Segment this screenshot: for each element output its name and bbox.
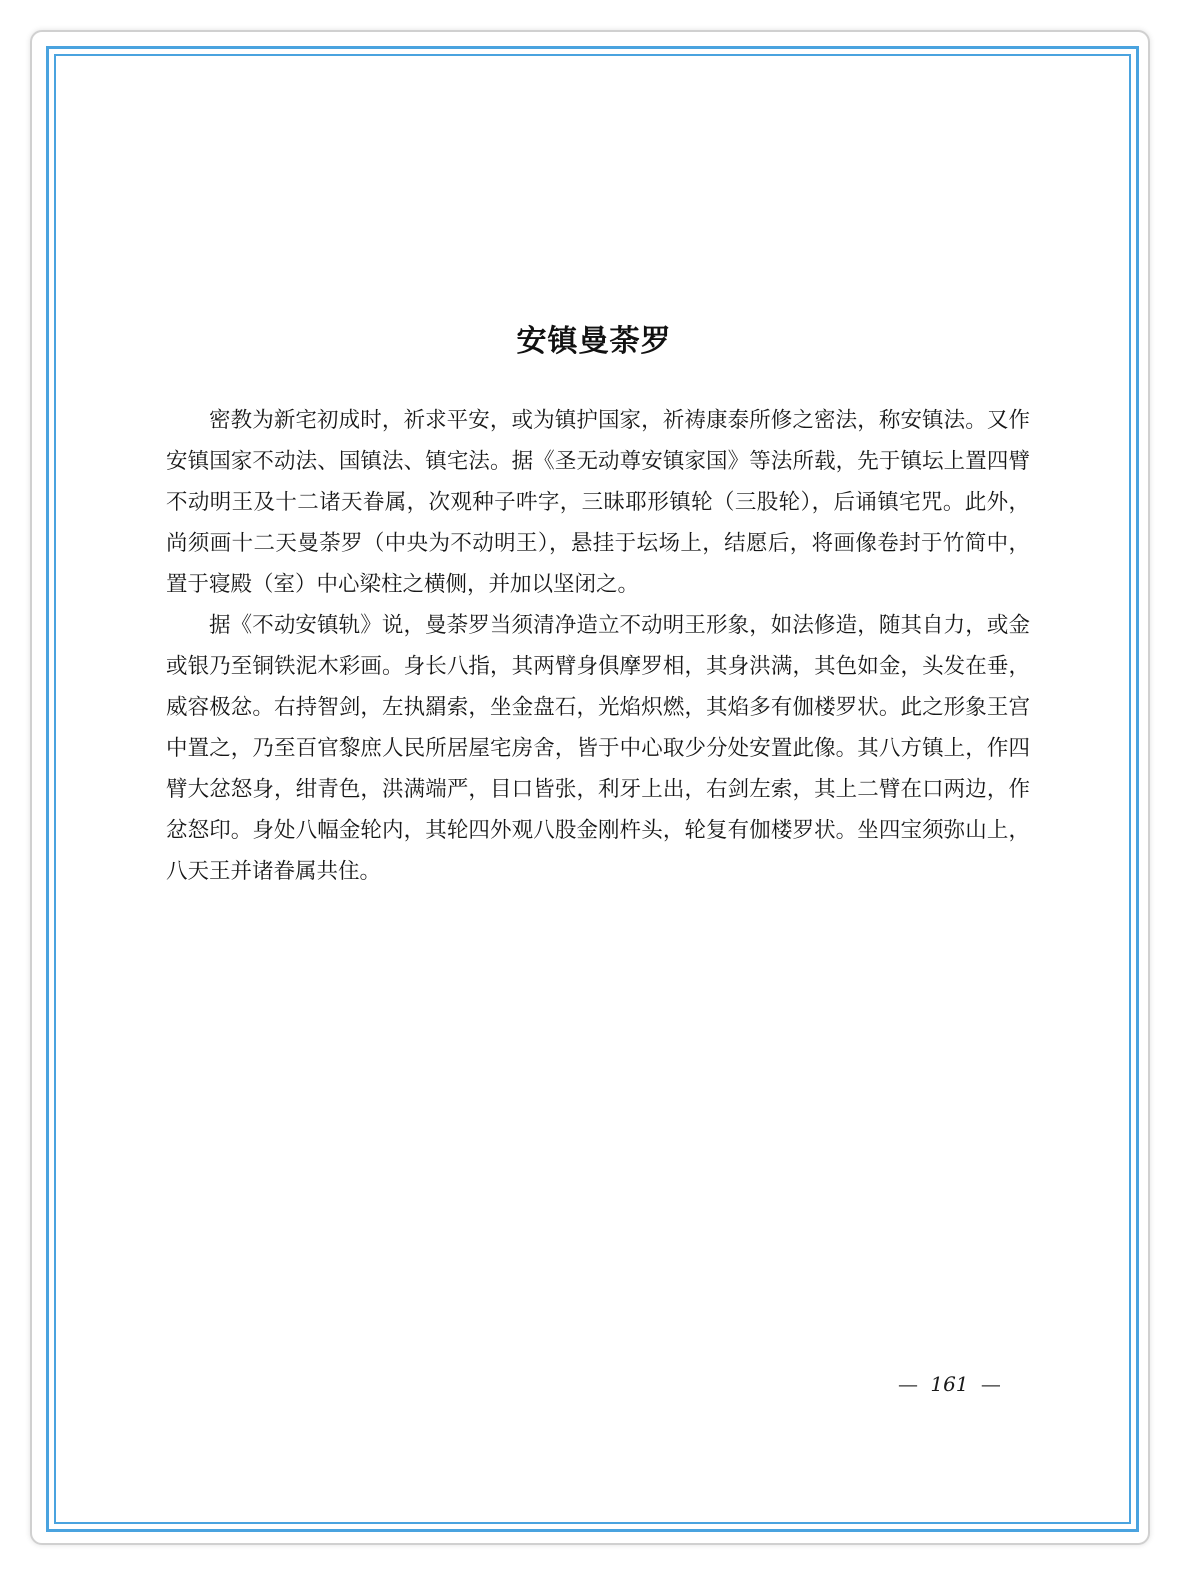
body-text bbox=[166, 400, 1030, 892]
page-title: 安镇曼荼罗 bbox=[516, 324, 672, 359]
page-number bbox=[892, 1372, 1007, 1396]
page-number-dash-left: — bbox=[898, 1372, 918, 1396]
paragraph-2: 据《不动安镇轨》说，曼荼罗当须清净造立不动明王形象，如法修造，随其自力，或金或银乃至铜铁泥木彩画。身长八指，其两臂身俱摩罗相，其身洪满，其色如金，头发在垂，威容极忿。右持智剑，左执羂索，坐金盘石，光焰炽燃，其焰多有伽楼罗状。此之形象王宫中置之，乃至百官黎庶人民所居屋宅房舍，皆于中心取少分处安置此像。其八方镇上，作四臂大忿怒身，绀青色，洪满端严，目口皆张，利牙上出，右剑左索，其上二臂在口两边，作忿怒印。身处八幅金轮内，其轮四外观八股金刚杵头，轮复有伽楼罗状。坐四宝须弥山上，八天王并诸眷属共住。 bbox=[166, 613, 1030, 884]
paragraph-1: 密教为新宅初成时，祈求平安，或为镇护国家，祈祷康泰所修之密法，称安镇法。又作安镇国家不动法、国镇法、镇宅法。据《圣无动尊安镇家国》等法所载，先于镇坛上置四臂不动明王及十二诸天眷属，次观种子吽字，三昧耶形镇轮（三股轮），后诵镇宅咒。此外，尚须画十二天曼荼罗（中央为不动明王），悬挂于坛场上，结愿后，将画像卷封于竹简中，置于寝殿（室）中心梁柱之横侧，并加以坚闭之。 bbox=[166, 408, 1030, 597]
page-number-dash-right: — bbox=[980, 1372, 1001, 1396]
page-number-value: 161 bbox=[930, 1372, 969, 1396]
